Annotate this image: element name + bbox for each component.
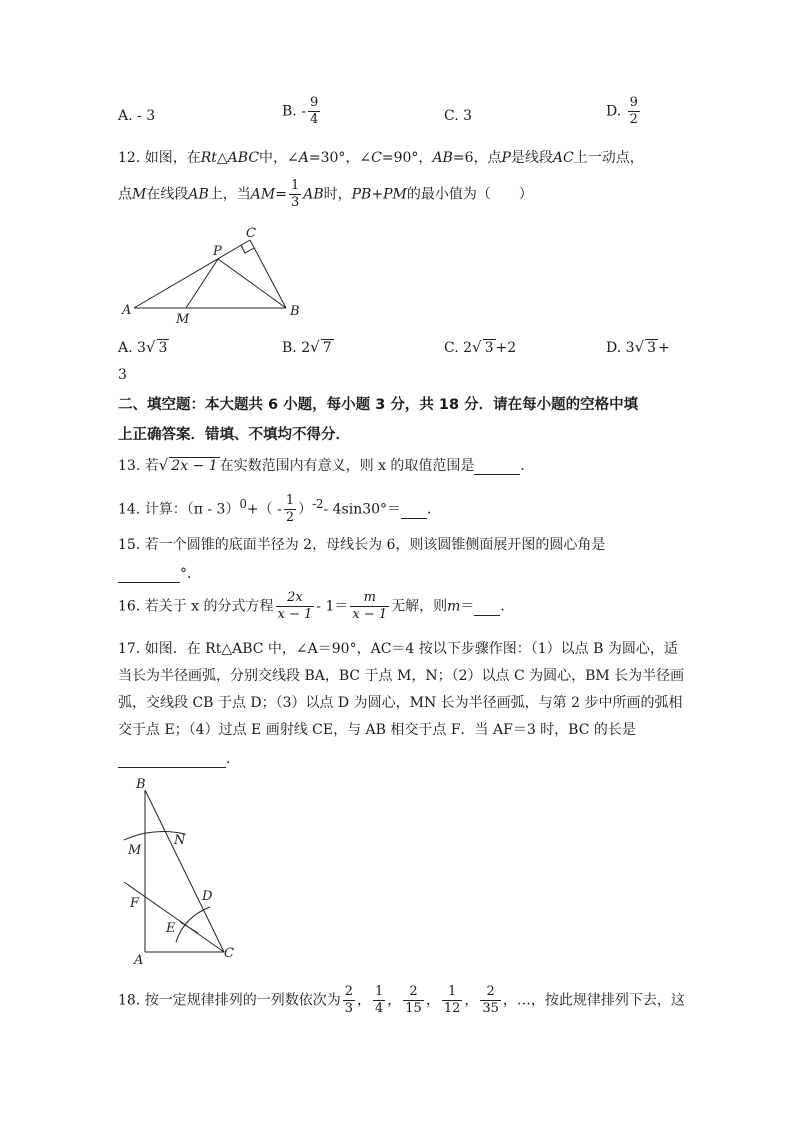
q12-option-b: B. 2√ 7 [282,338,332,356]
segment-pb [218,259,286,308]
label-p: P [213,244,222,259]
segment-cb [250,240,286,308]
section-heading-line-1: 二、填空题：本大题共 6 小题，每小题 3 分，共 18 分．请在每小题的空格中填 [118,397,639,413]
answer-blank[interactable] [118,751,226,768]
q17-line-1: 17. 如图．在 Rt△ABC 中，∠A＝90°，AC＝4 按以下步骤作图：（1）以点 B 为圆心，适 [118,641,678,657]
fraction: $\frac{1}{2}$ [285,493,295,525]
label-b: B [136,777,146,792]
label-d: D [202,889,213,904]
q12-option-a: A. 3√ 3 [118,338,168,356]
label-a: A [122,303,132,318]
q17-line-3: 弧，交线段 CB 于点 D；（3）以点 D 为圆心，MN 长为半径画弧，与第 2 步中所画的弧相 [118,695,683,711]
q12-line-1: 12. 如图，在Rt△ABC中，∠A=30°，∠C=90°，AB=6，点P是线段AC上一动点， [118,150,644,166]
option-fraction: $\frac{9}{2}$ [629,95,638,127]
q14: 14. 计算：（π - 3）$^0$+（ - $\frac{1}{2}$ ）$^{-2}$- 4sin30°＝ ． [118,493,442,525]
q15-line-2: °． [118,563,201,583]
segment-pm [186,259,218,308]
option-fraction: $\frac{9}{4}$ [309,95,319,127]
fraction: $\frac{2}{35}$ [482,984,499,1016]
fraction: $\frac{2}{3}$ [344,984,353,1016]
q17-line-2: 当长为半径画弧，分别交线段 BA，BC 于点 M，N；（2）以点 C 为圆心，BM 长为半径画 [118,668,685,684]
q13: 13. 若√ 2x − 1 在实数范围内有意义，则 x 的取值范围是 ． [118,456,535,474]
option-label: B. [282,103,297,120]
label-f: F [130,896,140,911]
q11-option-c [444,108,472,124]
label-c: C [224,946,234,961]
answer-blank[interactable] [474,599,500,616]
right-angle-mark [241,245,254,253]
option-value: 3 [463,108,473,124]
answer-blank[interactable] [474,458,520,475]
fraction: $\frac{2}{15}$ [405,984,422,1016]
label-n: N [174,833,186,848]
label-b: B [290,304,300,319]
q17-construction-figure [118,772,248,967]
q17-line-4: 交于点 E；（4）过点 E 画射线 CE，与 AB 相交于点 F．当 AF＝3 时，BC 的长是 [118,722,636,738]
q16: 16. 若关于 x 的分式方程 $\frac{2x}{x - 1}$ - 1＝ $\frac{m}{x - 1}$ 无解，则m＝ ． [118,590,515,622]
segment-ac [134,240,250,308]
q12-triangle-figure [118,222,318,327]
label-m: M [128,843,142,858]
q11-option-b [282,95,322,128]
label-e: E [166,921,176,936]
q11-option-a [118,108,155,124]
answer-blank[interactable] [401,502,427,519]
fraction: $\frac{1}{12}$ [443,984,461,1016]
option-sign: - [301,103,306,120]
q12-option-d-wrap: 3 [118,367,127,383]
fraction: $\frac{1}{4}$ [375,984,384,1016]
option-label: D. [606,103,622,120]
q17-line-5: ． [118,748,240,768]
label-m: M [176,312,190,327]
fraction: $\frac{1}{3}$ [290,178,300,210]
q12-option-d: D. 3√ 3 + [606,338,670,356]
segment-bc [145,790,224,952]
fraction: $\frac{m}{x - 1}$ [352,590,388,622]
section-heading-line-2: 上正确答案．错填、不填均不得分． [118,427,350,443]
option-label: A. [118,108,133,124]
answer-blank[interactable] [118,566,180,583]
q15-line-1: 15. 若一个圆锥的底面半径为 2，母线长为 6，则该圆锥侧面展开图的圆心角是 [118,537,606,553]
q12-line-2: 点M在线段AB上，当AM= $\frac{1}{3}$ AB时，PB+PM的最小值为（ ） [118,178,533,210]
fraction: $\frac{2x}{x - 1}$ [277,590,313,622]
option-value: - 3 [137,108,156,124]
q11-option-d [606,95,642,128]
label-a: A [134,953,144,967]
option-label: C. [444,108,459,124]
label-c: C [246,226,256,241]
q12-option-c: C. 2√ 3 +2 [444,338,517,356]
q18: 18. 按一定规律排列的一列数依次为 $\frac{2}{3}$ ， $\frac{1}{4}$ ， $\frac{2}{15}$ ， $\frac{1}{12}$ ， $\frac{2}{35}$ ，…，按此规律排列下去，这 [118,984,685,1016]
